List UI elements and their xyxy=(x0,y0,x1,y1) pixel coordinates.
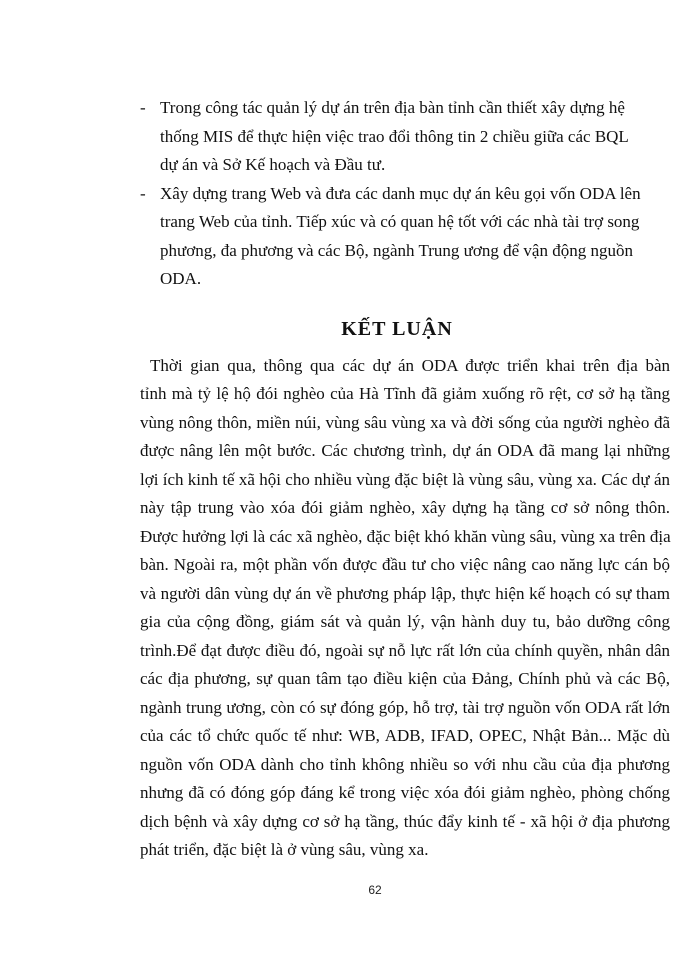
page-number: 62 xyxy=(368,883,382,897)
text-line: và người dân vùng dự án về phương pháp lập, thực hiện kế hoạch có sự tham xyxy=(140,583,670,603)
text-line: lợi ích kinh tế xã hội cho nhiều vùng đặc biệt là vùng sâu, vùng xa. Các dự án xyxy=(140,469,670,489)
bullet-dash: - xyxy=(140,98,146,117)
text-line: Trong công tác quản lý dự án trên địa bàn tỉnh cần thiết xây dựng hệ xyxy=(160,98,625,117)
text-line: Được hưởng lợi là các xã nghèo, đặc biệt khó khăn vùng sâu, vùng xa trên địa xyxy=(140,526,671,546)
conclusion-paragraph xyxy=(140,352,670,865)
text-line: này tập trung vào xóa đói giảm nghèo, xây dựng hạ tầng cơ sở nông thôn. xyxy=(140,498,670,517)
text-line: dịch bệnh và xây dựng cơ sở hạ tầng, thúc đẩy kinh tế - xã hội ở địa phương xyxy=(140,811,670,831)
text-line: dự án và Sở Kế hoạch và Đầu tư. xyxy=(160,155,386,174)
bullet-dash: - xyxy=(140,183,146,203)
list-item xyxy=(140,180,670,294)
text-line: bàn. Ngoài ra, một phần vốn được đầu tư cho việc nâng cao năng lực cán bộ xyxy=(140,555,670,574)
text-line: phát triển, đặc biệt là ở vùng sâu, vùng xa. xyxy=(140,840,429,859)
list-item xyxy=(140,94,670,180)
text-line: các địa phương, sự quan tâm tạo điều kiện của Đảng, Chính phủ và các Bộ, xyxy=(140,669,670,688)
recommendation-list xyxy=(140,94,670,294)
text-line: gia của cộng đồng, giám sát và quản lý, vận hành duy tu, bảo dưỡng công xyxy=(140,612,670,631)
page-body xyxy=(140,94,670,865)
text-line: trang Web của tỉnh. Tiếp xúc và có quan hệ tốt với các nhà tài trợ song xyxy=(160,212,640,231)
section-title: KẾT LUẬN xyxy=(341,317,453,340)
text-line: Thời gian qua, thông qua các dự án ODA được triển khai trên địa bàn xyxy=(150,355,670,375)
text-line: nguồn vốn ODA dành cho tỉnh không nhiều so với nhu cầu của địa phương xyxy=(140,754,670,774)
text-line: nhưng đã có đóng góp đáng kể trong việc xóa đói giảm nghèo, phòng chống xyxy=(140,783,670,802)
text-line: thống MIS để thực hiện việc trao đổi thông tin 2 chiều giữa các BQL xyxy=(160,126,629,146)
text-line: vùng nông thôn, miền núi, vùng sâu vùng xa và đời sống của người nghèo đã xyxy=(140,412,670,432)
text-line: ngành trung ương, còn có sự đóng góp, hỗ trợ, tài trợ nguồn vốn ODA rất lớn xyxy=(140,697,670,717)
text-line: trình.Để đạt được điều đó, ngoài sự nỗ lực rất lớn của chính quyền, nhân dân xyxy=(140,640,670,660)
text-line: phương, đa phương và các Bộ, ngành Trung ương để vận động nguồn xyxy=(160,240,633,260)
text-line: của các tổ chức quốc tế như: WB, ADB, IFAD, OPEC, Nhật Bản... Mặc dù xyxy=(140,726,670,745)
text-line: Xây dựng trang Web và đưa các danh mục dự án kêu gọi vốn ODA lên xyxy=(160,183,641,203)
text-line: ODA. xyxy=(160,269,202,288)
text-line: được nâng lên một bước. Các chương trình, dự án ODA đã mang lại những xyxy=(140,441,670,460)
text-line: tỉnh mà tỷ lệ hộ đói nghèo của Hà Tĩnh đã giảm xuống rõ rệt, cơ sở hạ tầng xyxy=(140,384,670,403)
